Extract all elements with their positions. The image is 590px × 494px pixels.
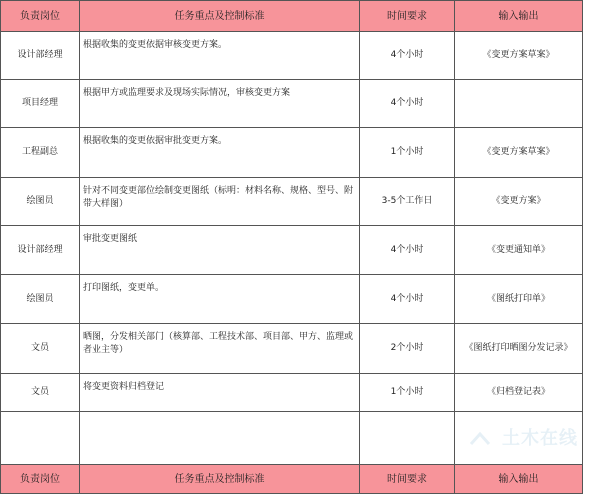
time-cell: 2个小时 (360, 324, 455, 374)
table-row (1, 178, 583, 226)
time-cell: 4个小时 (360, 275, 455, 324)
time-cell: 3-5个工作日 (360, 178, 455, 226)
table-row (1, 226, 583, 275)
output-cell (455, 80, 583, 128)
time-cell: 4个小时 (360, 32, 455, 80)
footer-header-task: 任务重点及控制标准 (80, 465, 360, 494)
table-row (1, 128, 583, 178)
table-row (1, 80, 583, 128)
role-cell: 绘图员 (1, 275, 80, 324)
role-cell: 设计部经理 (1, 226, 80, 275)
task-cell (80, 412, 360, 465)
output-cell: 《变更方案》 (455, 178, 583, 226)
task-cell: 根据甲方或监理要求及现场实际情况，审核变更方案 (80, 80, 360, 128)
table-row (1, 324, 583, 374)
output-cell: 《图纸打印单》 (455, 275, 583, 324)
role-cell: 设计部经理 (1, 32, 80, 80)
header-output: 输入输出 (455, 1, 583, 32)
output-cell: 《变更方案草案》 (455, 32, 583, 80)
time-cell: 1个小时 (360, 374, 455, 412)
role-cell: 项目经理 (1, 80, 80, 128)
time-cell: 1个小时 (360, 128, 455, 178)
header-role: 负责岗位 (1, 1, 80, 32)
output-cell: 《图纸打印晒图分发记录》 (455, 324, 583, 374)
table-header-row (1, 1, 583, 32)
role-cell: 绘图员 (1, 178, 80, 226)
task-cell: 审批变更图纸 (80, 226, 360, 275)
time-cell: 4个小时 (360, 226, 455, 275)
time-cell: 4个小时 (360, 80, 455, 128)
role-cell: 文员 (1, 374, 80, 412)
output-cell: 《变更通知单》 (455, 226, 583, 275)
footer-header-output: 输入输出 (455, 465, 583, 494)
task-cell: 晒图，分发相关部门（核算部、工程技术部、项目部、甲方、监理或者业主等） (80, 324, 360, 374)
watermark-logo-icon (469, 431, 491, 447)
watermark (469, 424, 578, 450)
task-cell: 根据收集的变更依据审核变更方案。 (80, 32, 360, 80)
watermark-text: 土木在线 (502, 428, 578, 449)
task-cell: 针对不同变更部位绘制变更图纸（标明：材料名称、规格、型号、附带大样图） (80, 178, 360, 226)
footer-header-time: 时间要求 (360, 465, 455, 494)
role-cell (1, 412, 80, 465)
header-time: 时间要求 (360, 1, 455, 32)
time-cell (360, 412, 455, 465)
role-cell: 文员 (1, 324, 80, 374)
table-row (1, 275, 583, 324)
output-cell: 《归档登记表》 (455, 374, 583, 412)
table-row (1, 32, 583, 80)
task-cell: 将变更资料归档登记 (80, 374, 360, 412)
task-cell: 根据收集的变更依据审批变更方案。 (80, 128, 360, 178)
output-cell: 《变更方案草案》 (455, 128, 583, 178)
header-task: 任务重点及控制标准 (80, 1, 360, 32)
table-row (1, 374, 583, 412)
role-cell: 工程副总 (1, 128, 80, 178)
footer-header-role: 负责岗位 (1, 465, 80, 494)
task-cell: 打印图纸，变更单。 (80, 275, 360, 324)
table-footer-header-row (1, 465, 583, 494)
